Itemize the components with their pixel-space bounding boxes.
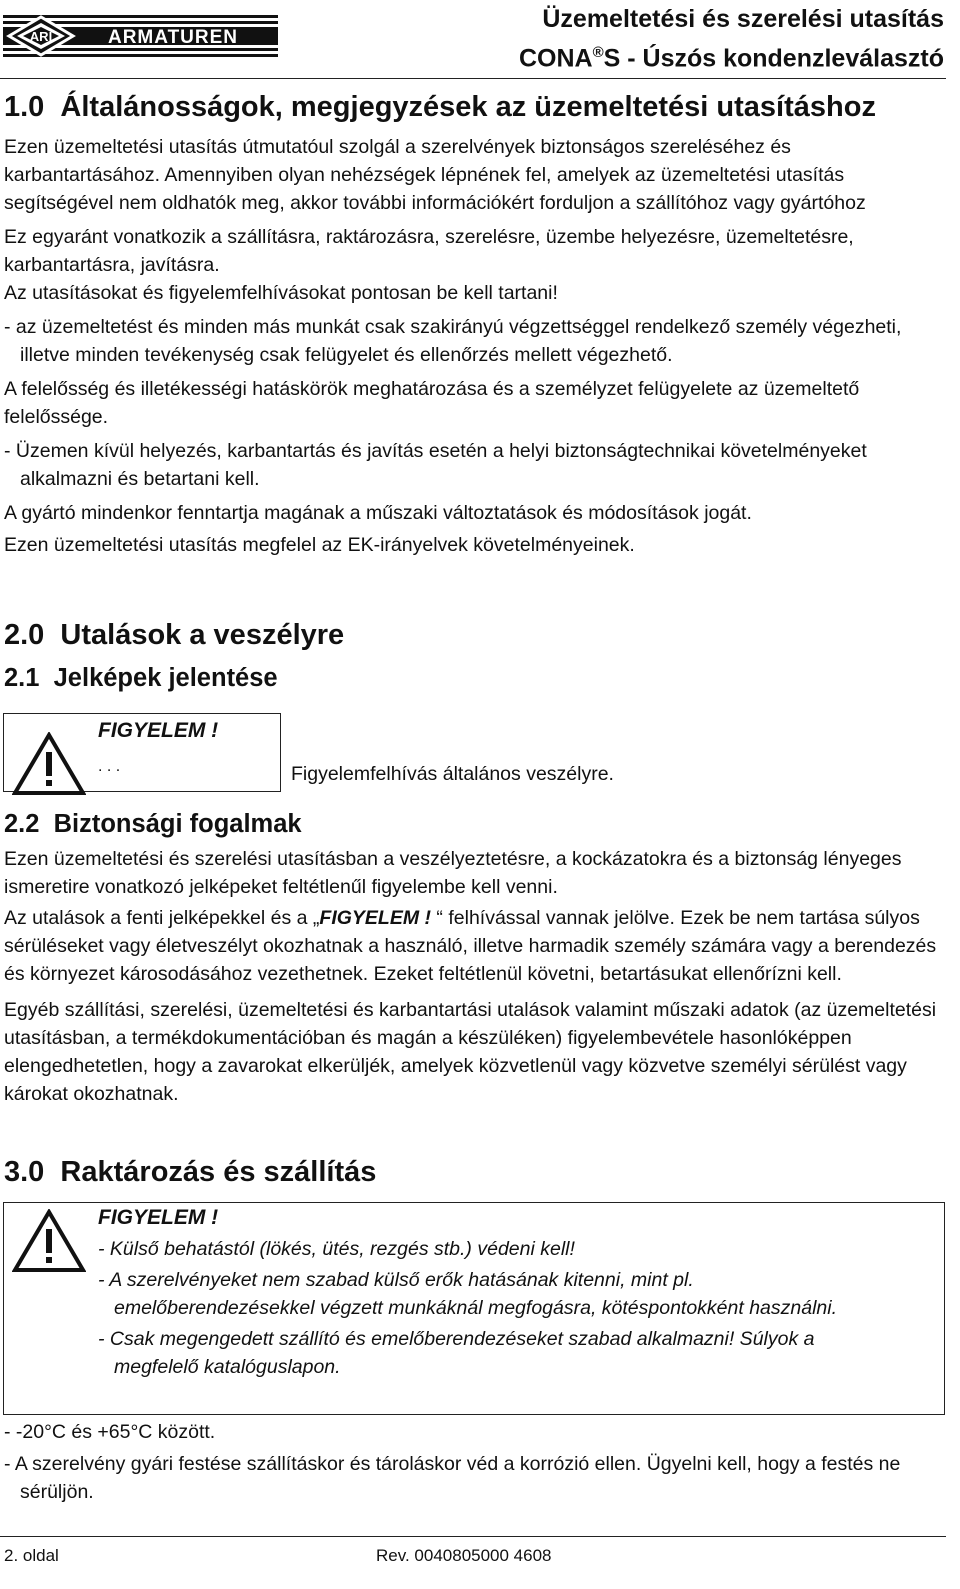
section-2-2-body <box>4 845 944 1108</box>
ari-logo-icon <box>3 12 278 60</box>
section-2-1-heading: 2.1 Jelképek jelentése <box>4 664 278 692</box>
warning-triangle-icon <box>12 1209 86 1273</box>
paragraph: A gyártó mindenkor fenntartja magának a műszaki változtatások és módosítások jogát. <box>4 502 752 524</box>
warning-triangle-icon <box>12 732 86 796</box>
paragraph: Ezen üzemeltetési utasítás útmutatóul szolgál a szerelvények biztonságos szereléséhez és karbantartásához. Amennyiben olyan nehézségek lépnének fel, amelyek az üzemeltetési utasítás segítségével nem oldhatók meg, akkor további információkért forduljon a szállítóhoz vagy gyártóhoz <box>4 136 866 214</box>
paragraph: Ezen üzemeltetési utasítás megfelel az EK-irányelvek követelményeinek. <box>4 534 635 556</box>
warning-box <box>3 1202 945 1415</box>
section-3-heading: 3.0 Raktározás és szállítás <box>4 1156 377 1188</box>
title-line-1: Üzemeltetési és szerelési utasítás <box>542 5 944 33</box>
symbol-title: FIGYELEM ! <box>98 719 219 742</box>
warning-item: - Külső behatástól (lökés, ütés, rezgés stb.) védeni kell! <box>98 1238 575 1260</box>
footer-rule <box>0 1536 946 1537</box>
warning-item: - A szerelvényeket nem szabad külső erők hatásának kitenni, mint pl. emelőberendezésekkel végzett munkáknál megfogásra, kötéspontokként használni. <box>98 1269 838 1319</box>
section-2-2-heading: 2.2 Biztonsági fogalmak <box>4 810 302 838</box>
paragraph: A felelősség és illetékességi hatáskörök meghatározása és a személyzet felügyelete az üzemeltető felelőssége. <box>4 378 860 428</box>
paragraph: Ez egyaránt vonatkozik a szállításra, raktározásra, szerelésre, üzembe helyezésre, üzemeltetésre, karbantartásra, javításra. <box>4 226 854 276</box>
title-line-2: CONA®S - Úszós kondenzleválasztó <box>518 44 944 73</box>
header-rule <box>0 78 946 79</box>
svg-text:ARI: ARI <box>29 29 53 44</box>
section-2-heading: 2.0 Utalások a veszélyre <box>4 619 345 651</box>
list-item: - az üzemeltetést és minden más munkát csak szakirányú végzettséggel rendelkező személy végezheti, illetve minden tevékenység csak felügyelet és ellenőrzés mellett végezhető. <box>4 316 902 366</box>
symbol-box <box>3 713 281 792</box>
emphasis: FIGYELEM ! <box>319 907 432 929</box>
symbol-description: Figyelemfelhívás általános veszélyre. <box>291 763 614 785</box>
paragraph: Az utalások a fenti jelképekkel és a „FIGYELEM ! “ felhívással vannak jelölve. Ezek be nem tartása súlyos sérüléseket vagy életveszélyt okozhatnak a használó, illetve harmadik személy számára vagy a berendezés és környezet károsodásához vezethetnek. Ezeket feltétlenül követni, betartásukat ellenőrízni kell. <box>4 907 937 985</box>
svg-text:ARMATUREN: ARMATUREN <box>107 27 239 48</box>
list-item: - A szerelvény gyári festése szállításkor és tároláskor véd a korrózió ellen. Ügyelni kell, hogy a festés ne sérüljön. <box>4 1453 901 1503</box>
paragraph: Az utasításokat és figyelemfelhívásokat pontosan be kell tartani! <box>4 282 558 304</box>
symbol-dots: . . . <box>98 758 121 775</box>
footer-page-number: 2. oldal <box>4 1546 59 1565</box>
warning-list <box>98 1235 898 1381</box>
warning-item: - Csak megengedett szállító és emelőberendezéseket szabad alkalmazni! Súlyok a megfelelő katalóguslapon. <box>98 1328 815 1378</box>
paragraph: Ezen üzemeltetési és szerelési utasításban a veszélyeztetésre, a kockázatokra és a biztonság lényeges ismeretire vonatkozó jelképeket feltétlenűl figyelembe kell venni. <box>4 848 902 898</box>
warning-title: FIGYELEM ! <box>98 1206 219 1229</box>
section-1-heading: 1.0 Általánosságok, megjegyzések az üzemeltetési utasításhoz <box>4 91 876 123</box>
paragraph: Egyéb szállítási, szerelési, üzemeltetési és karbantartási utalások valamint műszaki adatok (az üzemeltetési utasításban, a termékdokumentációban és magán a készüléken) figyelembevétele hasonlóképpen elengedhetetlen, hogy a zavarokat elkerüljék, amelyek közvetlenül vagy közvetve személyi sérülést vagy károkat okozhatnak. <box>4 999 937 1105</box>
section-1-body <box>4 133 944 559</box>
footer-revision: Rev. 0040805000 4608 <box>376 1546 552 1565</box>
list-item: - -20°C és +65°C között. <box>4 1421 216 1443</box>
section-3-body <box>4 1418 944 1506</box>
document-title <box>519 2 944 75</box>
logo <box>3 12 278 60</box>
list-item: - Üzemen kívül helyezés, karbantartás és javítás esetén a helyi biztonságtechnikai követelményeket alkalmazni és betartani kell. <box>4 440 867 490</box>
